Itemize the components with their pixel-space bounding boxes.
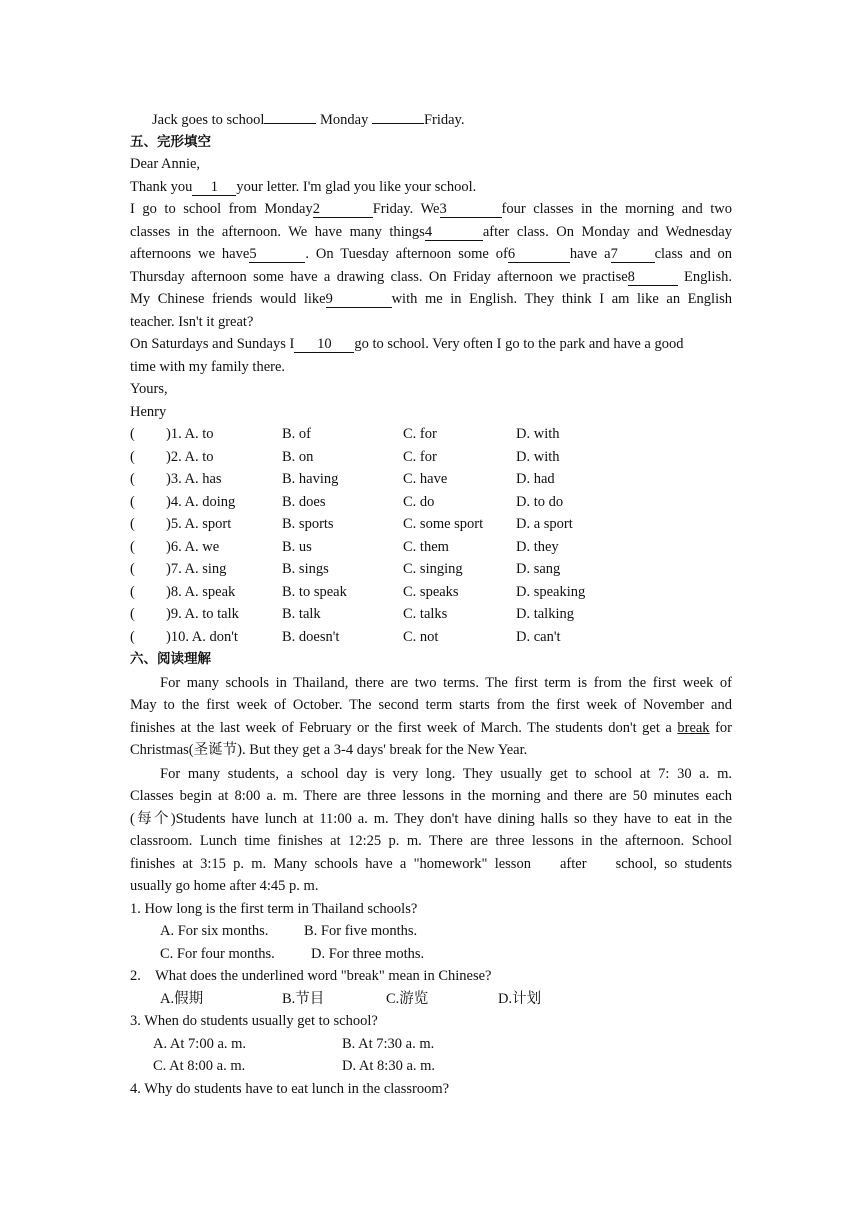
question-option-a[interactable]: )6. A. we xyxy=(166,538,220,555)
letter-line: afternoons we have5 . On Tuesday afternoon some of6 have a7 class and on xyxy=(130,246,733,262)
question-option-a[interactable]: )1. A. to xyxy=(166,426,214,442)
sentence-part: Jack goes to school xyxy=(152,112,265,128)
cloze-blank-4[interactable]: 4 xyxy=(425,225,483,241)
options-row xyxy=(130,920,732,943)
question-option-a[interactable]: )5. A. sport xyxy=(166,516,232,532)
option[interactable]: D.计划 xyxy=(498,990,542,1007)
section-heading-reading: 六、阅读理解 xyxy=(130,651,211,667)
cloze-blank-7[interactable]: 7 xyxy=(611,247,655,263)
reading-paragraph-2: For many students, a school day is very long. They usually get to school at 7: 30 a. m. Classes begin at 8:00 a. m. There are three lessons in the morning and there are 50 minutes each (每个)Students have lunch at 11:00 a. m. They don't have dining halls so they have to eat in the classroom. Lunch time finishes at 12:25 p. m. There are three lessons in the afternoon. School finishes at 3:15 p. m. Many schools have a "homework" lesson after school, so students usually go home after 4:45 p. m. xyxy=(130,765,732,894)
reading-question-1: 1. How long is the first term in Thailand schools? xyxy=(130,900,418,917)
question-option-a[interactable]: )9. A. to talk xyxy=(166,606,239,622)
underlined-word-break: break xyxy=(677,719,710,736)
option-b[interactable]: B. sports xyxy=(282,516,334,532)
choice-question-5 xyxy=(130,513,732,536)
choice-question-1 xyxy=(130,423,732,446)
option[interactable]: A. For six months. xyxy=(160,923,269,939)
section-heading-cloze: 五、完形填空 xyxy=(130,133,211,150)
cloze-blank-9[interactable]: 9 xyxy=(326,292,392,308)
option[interactable]: D. For three moths. xyxy=(311,945,425,962)
choice-question-7 xyxy=(130,558,732,581)
sentence-part: Friday. xyxy=(423,112,465,128)
option-d[interactable]: D. with xyxy=(516,426,560,442)
question-option-a[interactable]: )10. A. don't xyxy=(166,628,238,645)
fill-sentence xyxy=(130,108,732,131)
option-c[interactable]: C. have xyxy=(403,471,448,487)
letter-line: time with my family there. xyxy=(130,358,286,375)
option-c[interactable]: C. for xyxy=(403,448,437,465)
choice-questions xyxy=(130,423,732,648)
option-d[interactable]: D. to do xyxy=(516,493,564,510)
option[interactable]: A. At 7:00 a. m. xyxy=(153,1035,247,1052)
option[interactable]: C. For four months. xyxy=(160,945,275,962)
choice-question-2 xyxy=(130,446,732,469)
option[interactable]: C. At 8:00 a. m. xyxy=(153,1058,246,1074)
document-page xyxy=(130,108,732,1100)
option-d[interactable]: D. they xyxy=(516,538,559,555)
letter-closing: Yours, xyxy=(130,381,168,397)
option-c[interactable]: C. talks xyxy=(403,606,448,622)
letter-line: My Chinese friends would like9 with me in English. They think I am like an English xyxy=(130,291,732,307)
option-c[interactable]: C. singing xyxy=(403,561,463,577)
letter-line: I go to school from Monday2 Friday. We3 four classes in the morning and two xyxy=(130,201,732,217)
option[interactable]: B. At 7:30 a. m. xyxy=(342,1035,435,1052)
answer-blank[interactable] xyxy=(264,108,316,124)
option[interactable]: A.假期 xyxy=(160,990,204,1007)
reading-question-2: 2. What does the underlined word "break" mean in Chinese? xyxy=(130,968,492,984)
option-d[interactable]: D. with xyxy=(516,448,560,465)
option[interactable]: C.游览 xyxy=(386,990,429,1007)
answer-paren[interactable]: ( xyxy=(130,426,135,442)
choice-question-9 xyxy=(130,603,732,626)
answer-paren[interactable]: ( xyxy=(130,516,135,532)
question-option-a[interactable]: )2. A. to xyxy=(166,448,214,465)
option-d[interactable]: D. speaking xyxy=(516,583,586,600)
reading-question-3: 3. When do students usually get to school? xyxy=(130,1013,378,1029)
option-c[interactable]: C. some sport xyxy=(403,516,484,532)
option-d[interactable]: D. sang xyxy=(516,561,561,577)
options-row xyxy=(130,943,732,966)
option-c[interactable]: C. them xyxy=(403,538,449,555)
option-b[interactable]: B. of xyxy=(282,426,311,442)
question-option-a[interactable]: )7. A. sing xyxy=(166,561,227,577)
options-row xyxy=(130,1033,732,1056)
option-c[interactable]: C. speaks xyxy=(403,583,459,600)
option-b[interactable]: B. having xyxy=(282,471,339,487)
answer-paren[interactable]: ( xyxy=(130,583,135,600)
option-b[interactable]: B. on xyxy=(282,448,314,465)
option[interactable]: B. For five months. xyxy=(304,923,418,939)
option-b[interactable]: B. us xyxy=(282,538,312,555)
option-b[interactable]: B. doesn't xyxy=(282,628,340,645)
answer-paren[interactable]: ( xyxy=(130,561,135,577)
option-d[interactable]: D. can't xyxy=(516,628,561,645)
cloze-blank-2[interactable]: 2 xyxy=(313,202,373,218)
letter-line: On Saturdays and Sundays I 10 go to school. Very often I go to the park and have a good xyxy=(130,336,684,352)
answer-blank[interactable] xyxy=(372,108,424,124)
option-c[interactable]: C. not xyxy=(403,628,439,645)
option-c[interactable]: C. do xyxy=(403,493,435,510)
options-row xyxy=(130,1055,732,1078)
option-c[interactable]: C. for xyxy=(403,426,437,442)
cloze-blank-10[interactable]: 10 xyxy=(294,337,354,353)
choice-question-4 xyxy=(130,491,732,514)
question-option-a[interactable]: )3. A. has xyxy=(166,471,222,487)
answer-paren[interactable]: ( xyxy=(130,448,135,465)
letter-line: Thursday afternoon some have a drawing class. On Friday afternoon we practise8 English. xyxy=(130,268,732,285)
sentence-part: Monday xyxy=(316,112,372,128)
question-option-a[interactable]: )8. A. speak xyxy=(166,583,236,600)
cloze-blank-1[interactable]: 1 xyxy=(192,180,236,196)
answer-paren[interactable]: ( xyxy=(130,628,135,645)
answer-paren[interactable]: ( xyxy=(130,538,135,555)
cloze-blank-5[interactable]: 5 xyxy=(249,247,305,263)
cloze-blank-6[interactable]: 6 xyxy=(508,247,570,263)
letter-signature: Henry xyxy=(130,403,167,420)
question-option-a[interactable]: )4. A. doing xyxy=(166,493,236,510)
cloze-blank-8[interactable]: 8 xyxy=(628,270,678,286)
options-row xyxy=(130,988,732,1011)
option-b[interactable]: B. does xyxy=(282,493,326,510)
option[interactable]: D. At 8:30 a. m. xyxy=(342,1058,436,1074)
choice-question-3 xyxy=(130,468,732,491)
option-d[interactable]: D. a sport xyxy=(516,516,573,532)
answer-paren[interactable]: ( xyxy=(130,606,135,622)
option-b[interactable]: B. to speak xyxy=(282,583,347,600)
option-d[interactable]: D. talking xyxy=(516,606,574,622)
option-b[interactable]: B. talk xyxy=(282,606,321,622)
letter-line: classes in the afternoon. We have many things4 after class. On Monday and Wednesday xyxy=(130,223,732,240)
letter-line: Thank you 1 your letter. I'm glad you like your school. xyxy=(130,178,477,195)
answer-paren[interactable]: ( xyxy=(130,471,135,487)
option-d[interactable]: D. had xyxy=(516,471,555,487)
cloze-blank-3[interactable]: 3 xyxy=(440,202,502,218)
reading-paragraph-1: For many schools in Thailand, there are two terms. The first term is from the first week of May to the first week of October. The second term starts from the first week of November and finishes at the last week of February or the first week of March. The students don't get a break for Christmas(圣诞节). But they get a 3-4 days' break for the New Year. xyxy=(130,674,732,758)
reading-question-4: 4. Why do students have to eat lunch in the classroom? xyxy=(130,1080,450,1097)
choice-question-8 xyxy=(130,581,732,604)
answer-paren[interactable]: ( xyxy=(130,493,135,510)
choice-question-10 xyxy=(130,626,732,649)
letter-salutation: Dear Annie, xyxy=(130,156,201,172)
option[interactable]: B.节目 xyxy=(282,990,325,1007)
letter-line: teacher. Isn't it great? xyxy=(130,313,254,330)
option-b[interactable]: B. sings xyxy=(282,561,329,577)
choice-question-6 xyxy=(130,536,732,559)
